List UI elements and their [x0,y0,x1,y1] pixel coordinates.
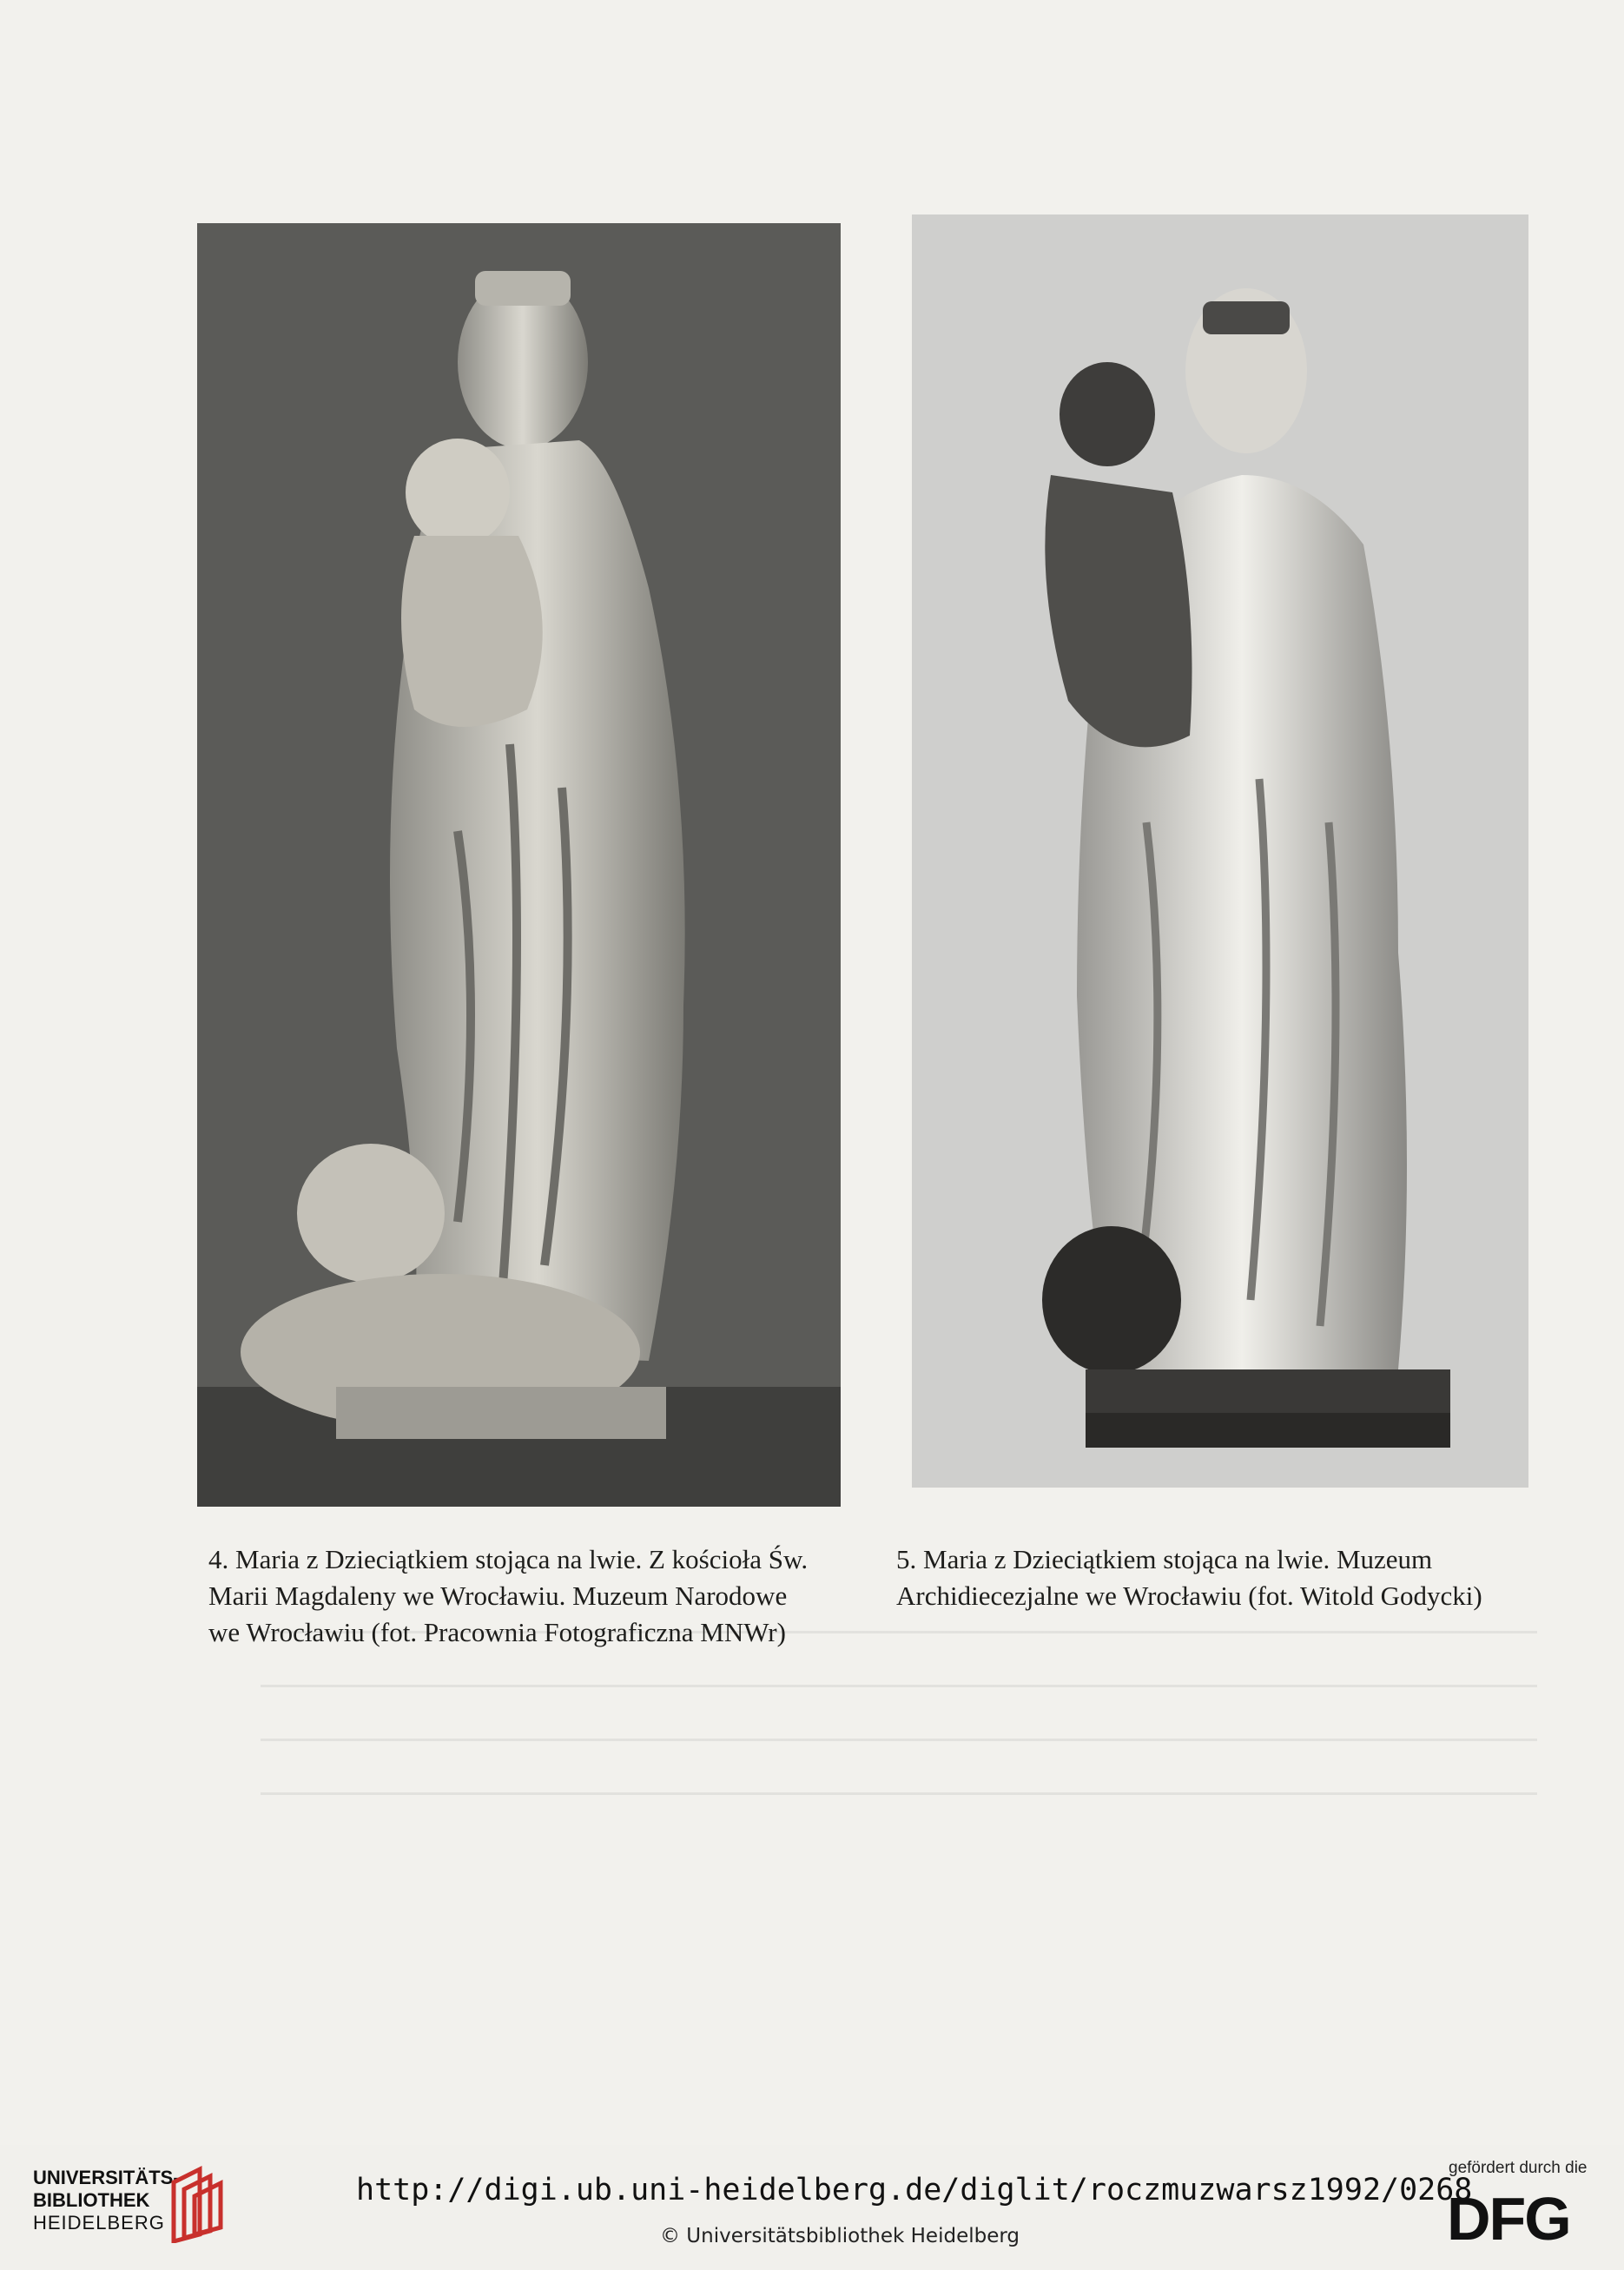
library-logo-text[interactable] [33,2167,180,2234]
caption-line: Marii Magdaleny we Wrocławiu. Muzeum Narodowe [208,1580,788,1611]
figure-5-photo [912,214,1528,1488]
caption-line: Archidiecezjalne we Wrocławiu (fot. Witold Godycki) [896,1580,1482,1611]
dfg-logo[interactable]: DFG [1447,2185,1570,2253]
copyright-notice: © Universitätsbibliothek Heidelberg [660,2225,1020,2247]
figure-5-caption [896,1541,1528,1614]
figure-4-caption [208,1541,847,1651]
digitization-footer [0,2145,1624,2270]
figure-4-photo [197,223,841,1507]
permalink-url[interactable]: http://digi.ub.uni-heidelberg.de/diglit/roczmuzwarsz1992/0268 [356,2173,1473,2207]
library-name-line: HEIDELBERG [33,2212,165,2234]
library-logo-icon[interactable] [165,2165,228,2243]
library-name-line: BIBLIOTHEK [33,2189,150,2211]
caption-line: 4. Maria z Dzieciątkiem stojąca na lwie. Z kościoła Św. [208,1544,809,1574]
caption-line: 5. Maria z Dzieciątkiem stojąca na lwie. Muzeum [896,1544,1433,1574]
caption-line: we Wrocławiu (fot. Pracownia Fotograficzna MNWr) [208,1617,786,1647]
library-name-line: UNIVERSITÄTS- [33,2167,180,2188]
funder-label: gefördert durch die [1449,2159,1588,2177]
